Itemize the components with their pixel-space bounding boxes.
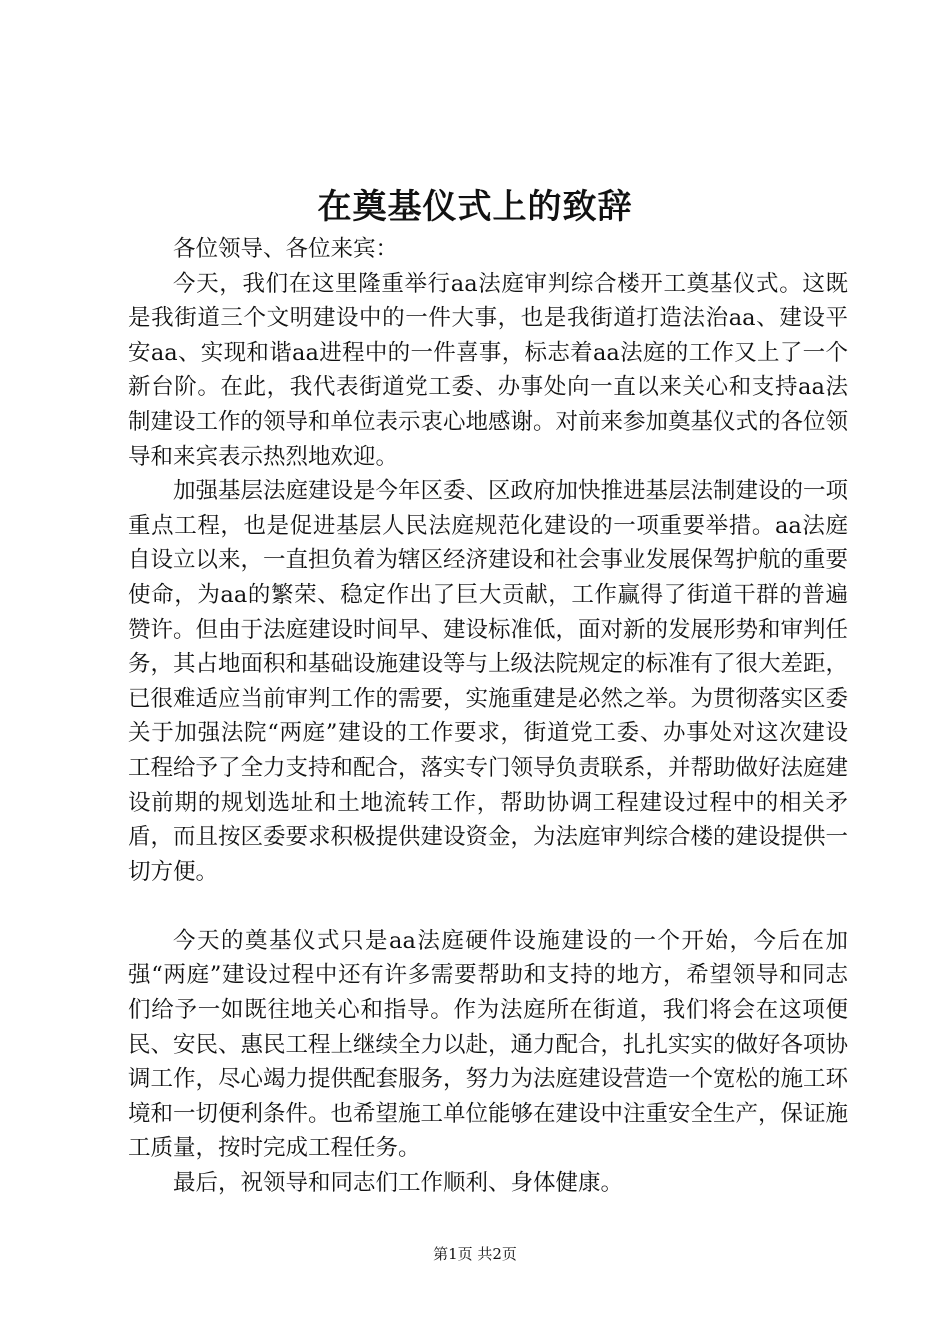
document-body <box>128 232 848 1201</box>
paragraph-background: 加强基层法庭建设是今年区委、区政府加快推进基层法制建设的一项重点工程，也是促进基层人民法庭规范化建设的一项重要举措。aa法庭自设立以来，一直担负着为辖区经济建设和社会事业发展保驾护航的重要使命，为aa的繁荣、稳定作出了巨大贡献，工作赢得了街道干群的普遍赞许。但由于法庭建设时间早、建设标准低，面对新的发展形势和审判任务，其占地面积和基础设施建设等与上级法院规定的标准有了很大差距，已很难适应当前审判工作的需要，实施重建是必然之举。为贯彻落实区委关于加强法院“两庭”建设的工作要求，街道党工委、办事处对这次建设工程给予了全力支持和配合，落实专门领导负责联系，并帮助做好法庭建设前期的规划选址和土地流转工作，帮助协调工程建设过程中的相关矛盾，而且按区委要求积极提供建设资金，为法庭审判综合楼的建设提供一切方便。 <box>128 478 849 885</box>
page-number: 第1页 共2页 <box>433 1245 517 1263</box>
salutation: 各位领导、各位来宾： <box>173 236 399 262</box>
paragraph-closing: 最后，祝领导和同志们工作顺利、身体健康。 <box>173 1170 624 1197</box>
document-title: 在奠基仪式上的致辞 <box>317 187 633 227</box>
paragraph-outlook: 今天的奠基仪式只是aa法庭硬件设施建设的一个开始，今后在加强“两庭”建设过程中还有许多需要帮助和支持的地方，希望领导和同志们给予一如既往地关心和指导。作为法庭所在街道，我们将会在这项便民、安民、惠民工程上继续全力以赴，通力配合，扎扎实实的做好各项协调工作，尽心竭力提供配套服务，努力为法庭建设营造一个宽松的施工环境和一切便利条件。也希望施工单位能够在建设中注重安全生产，保证施工质量，按时完成工程任务。 <box>128 927 849 1162</box>
paragraph-opening: 今天，我们在这里隆重举行aa法庭审判综合楼开工奠基仪式。这既是我街道三个文明建设中的一件大事，也是我街道打造法治aa、建设平安aa、实现和谐aa进程中的一件喜事，标志着aa法庭的工作又上了一个新台阶。在此，我代表街道党工委、办事处向一直以来关心和支持aa法制建设工作的领导和单位表示衷心地感谢。对前来参加奠基仪式的各位领导和来宾表示热烈地欢迎。 <box>128 270 849 470</box>
